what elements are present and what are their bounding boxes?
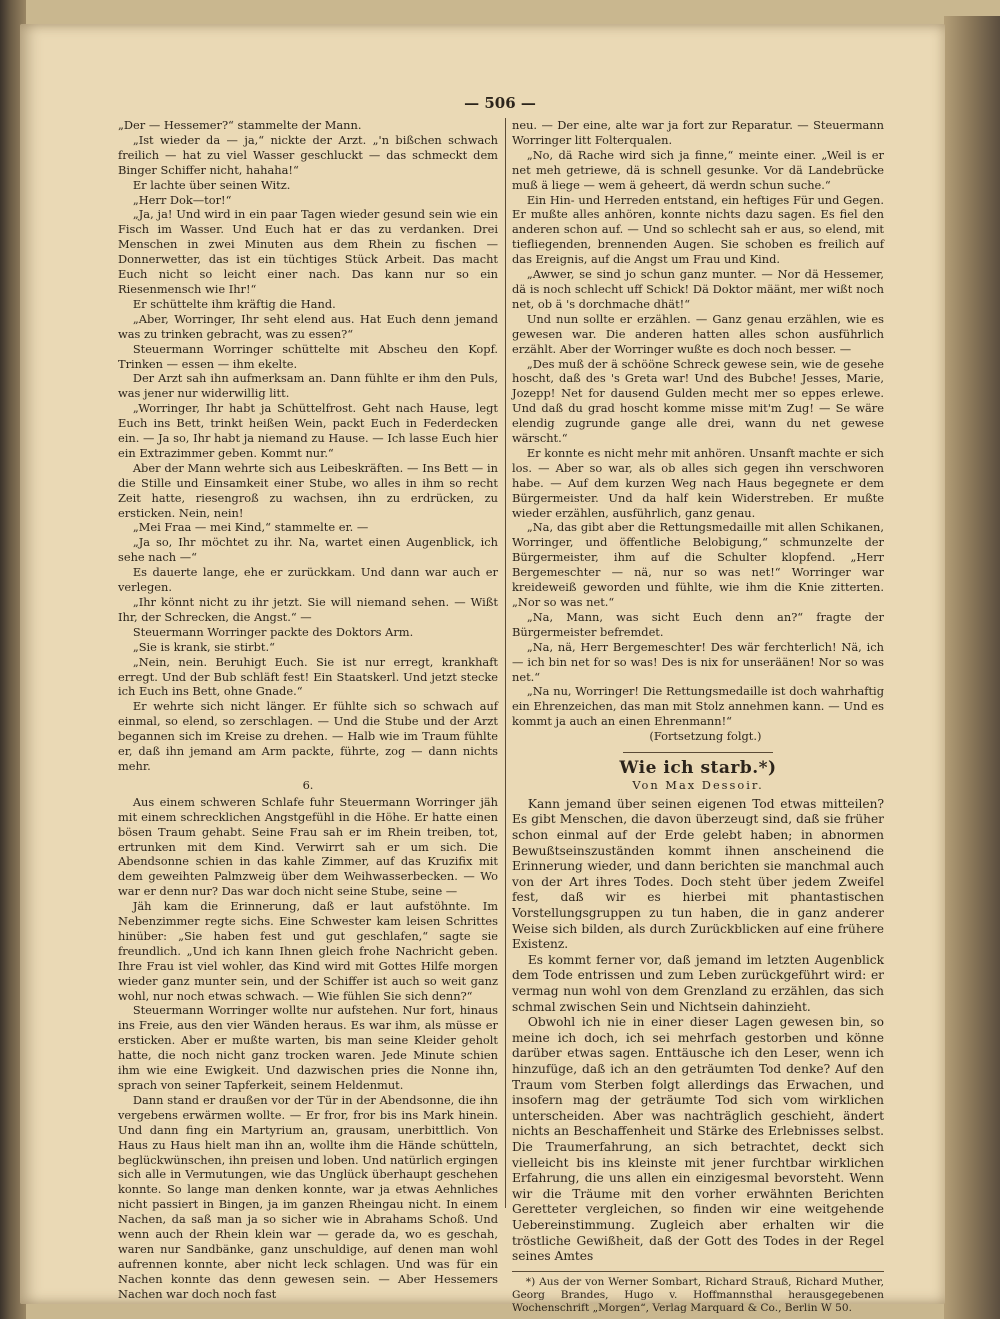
paragraph: Er wehrte sich nicht länger. Er fühlte sich so schwach auf einmal, so elend, so zerschlagen. — Und die Stube und der Arzt begannen sich im Kreise zu drehen. — Halb wie im Traum fühlte er, daß ihn jemand am Arm packte, führte, zog — dann nichts mehr. (118, 699, 498, 773)
paragraph: „Des muß der ä schööne Schreck gewese sein, wie de gesehe hoscht, daß des 's Greta war! Und des Bubche! Jesses, Marie, Jozepp! Net for dausend Gulden mecht mer so eppes erlewe. Und daß du grad hoscht komme misse mit'm Zug! — Se wäre elendig zugrunde gange alle drei, wann du net gewese wärscht.“ (512, 356, 884, 446)
paragraph: „Der — Hessemer?“ stammelte der Mann. (118, 118, 362, 132)
paragraph: „Ist wieder da — ja,“ nickte der Arzt. „'n bißchen schwach freilich — hat zu viel Wasser geschluckt — das schmeckt dem Binger Schiffer nicht, hahaha!“ (118, 132, 498, 177)
paragraph: „Sie is krank, sie stirbt.“ (132, 639, 275, 654)
paragraph: Aber der Mann wehrte sich aus Leibeskräften. — Ins Bett — in die Stille und Einsamkeit einer Stube, wo alles in ihm so recht Zeit hatte, riesengroß zu wachsen, ihn zu erdrücken, zu ersticken. Nein, nein! (118, 460, 498, 520)
paragraph: Aus einem schweren Schlafe fuhr Steuermann Worringer jäh mit einem schrecklichen Angstgefühl in die Höhe. Er hatte einen bösen Traum gehabt. Seine Frau sah er im Rhein treiben, tot, ertrunken mit dem Kind. Verwirrt sah er um sich. Die Abendsonne schien in das kahle Zimmer, auf das Kruzifix mit dem geweihten Palmzweig über dem Weihwasserbecken. — Wo war er denn nur? Das war doch nicht seine Stube, seine — (118, 794, 498, 899)
section-number: 6. (302, 777, 314, 792)
essay-title: Wie ich starb.*) (619, 758, 777, 779)
paragraph: Obwohl ich nie in einer dieser Lagen gewesen bin, so meine ich doch, ich sei mehrfach gestorben und könne darüber etwas sagen. Enttäusche ich den Leser, wenn ich hinzufüge, daß ich an den geträumten Tod denke? Auf den Traum vom Sterben folgt allerdings das Erwachen, und insofern mag der geträumte Tod sich vom wirklichen unterscheiden. Aber was nachträglich geschieht, ändert nichts an Beschaffenheit und Stärke des Erlebnisses selbst. Die Traumerfahrung, an sich betrachtet, deckt sich vielleicht bis ins kleinste mit jener furchtbar wirklichen Erfahrung, die uns allen ein einzigesmal bevorsteht. Wenn wir die Träume mit den vorher erwähnten Berichten Geretteter vergleichen, so finden wir eine weitgehende Uebereinstimmung. Zugleich aber erhalten wir die tröstliche Gewißheit, daß der Gott des Todes in der Regel seines Amtes (512, 1015, 884, 1264)
paragraph: Steuermann Worringer schüttelte mit Abscheu den Kopf. Trinken — essen — ihm ekelte. (118, 341, 498, 371)
column-divider (505, 118, 506, 1208)
paragraph: Der Arzt sah ihn aufmerksam an. Dann fühlte er ihm den Puls, was jener nur widerwillig litt. (118, 371, 498, 401)
left-column (118, 118, 498, 1301)
paragraph: „Awwer, se sind jo schun ganz munter. — Nor dä Hessemer, dä is noch schlecht uff Schick! Dä Doktor määnt, mer wißt noch net, ob ä 's dorchmache dhät!“ (512, 267, 884, 311)
paragraph: Es dauerte lange, ehe er zurückkam. Und dann war auch er verlegen. (118, 565, 498, 595)
paragraph: „Mei Fraa — mei Kind,“ stammelte er. — (132, 520, 369, 535)
continuation-note: (Fortsetzung folgt.) (649, 729, 762, 744)
paragraph: „Herr Dok—tor!“ (132, 192, 232, 207)
paragraph: Er konnte es nicht mehr mit anhören. Unsanft machte er sich los. — Aber so war, als ob alles sich gegen ihn verschworen habe. — Auf dem kurzen Weg nach Haus begegnete er dem Bürgermeister. Und da half kein Widerstreben. Er mußte wieder erzählen, ausführlich, ganz genau. (512, 445, 884, 520)
essay-author: Von Max Dessoir. (632, 777, 764, 792)
paragraph: „Ihr könnt nicht zu ihr jetzt. Sie will niemand sehen. — Wißt Ihr, der Schrecken, die Angst.“ — (118, 595, 498, 624)
paragraph: Er lachte über seinen Witz. (132, 177, 291, 192)
paragraph: „Aber, Worringer, Ihr seht elend aus. Hat Euch denn jemand was zu trinken gebracht, was zu essen?“ (118, 311, 498, 341)
right-column (512, 118, 884, 1315)
paragraph: „Na, das gibt aber die Rettungsmedaille mit allen Schikanen, Worringer, und öffentliche Belobigung,“ schmunzelte der Bürgermeister, ihm auf die Schulter klopfend. „Herr Bergemeschter — nä, nur so was net!“ Worringer war kreideweiß geworden und fühlte, wie ihm die Knie zitterten. „Nor so was net.“ (512, 520, 884, 609)
footnote-text: *) Aus der von Werner Sombart, Richard Strauß, Richard Muther, Georg Brandes, Hugo v. Hoffmannsthal herausgegebenen Wochenschrift „Morgen“, Verlag Marquard & Co., Berlin W 50. (512, 1275, 884, 1315)
paragraph: Und nun sollte er erzählen. — Ganz genau erzählen, wie es gewesen war. Die anderen hatten alles schon ausführlich erzählt. Aber der Worringer wußte es doch noch besser. — (512, 311, 884, 356)
paragraph: „Na, nä, Herr Bergemeschter! Des wär ferchterlich! Nä, ich — ich bin net for so was! Des is nix for unseräänen! Nor so was net.“ (512, 639, 884, 684)
paragraph: „Na nu, Worringer! Die Rettungsmedaille ist doch wahrhaftig ein Ehrenzeichen, das man mit Stolz annehmen kann. — Und es kommt ja auch an einen Ehrenmann!“ (512, 684, 884, 729)
paragraph: Kann jemand über seinen eigenen Tod etwas mitteilen? Es gibt Menschen, die davon überzeugt sind, daß sie früher schon einmal auf der Erde gelebt haben; in abnormen Bewußtseinszuständen kommt ihnen anscheinend die Erinnerung wieder, und dann berichten sie manchmal auch von der Art ihres Todes. Doch steht über jedem Zweifel fest, daß wir es hierbei mit phantastischen Vorstellungsgruppen zu tun haben, die in ganz anderer Weise sich bilden, als durch Zurückblicken auf eine frühere Existenz. (512, 796, 884, 952)
paragraph: Dann stand er draußen vor der Tür in der Abendsonne, die ihn vergebens erwärmen wollte. — Er fror, fror bis ins Mark hinein. Und dann fing ein Martyrium an, grausam, unerbittlich. Von Haus zu Haus hielt man ihn an, wollte ihm die Hände schütteln, beglückwünschen, ihn preisen und loben. Und natürlich ergingen sich alle in Vermutungen, wie das Unglück überhaupt geschehen konnte. So lange man denken konnte, war ja etwas Aehnliches nicht passiert in Bingen, ja im ganzen Rheingau nicht. In einem Nachen, da saß man ja so sicher wie in Abrahams Schoß. Und wenn auch der Rhein klein war — gerade da, wo es geschah, waren nur Sandbänke, ganz unschuldige, auf denen man wohl aufrennen konnte, aber nicht leck schlagen. Und was für ein Nachen konnte das denn gewesen sein. — Aber Hessemers Nachen war doch noch fast (118, 1092, 498, 1301)
paragraph: „Worringer, Ihr habt ja Schüttelfrost. Geht nach Hause, legt Euch ins Bett, trinkt heißen Wein, packt Euch in Federdecken ein. — Ja so, Ihr habt ja niemand zu Hause. — Ich lasse Euch hier ein Extrazimmer geben. Kommt nur.“ (118, 401, 498, 460)
paragraph: Es kommt ferner vor, daß jemand im letzten Augenblick dem Tode entrissen und zum Leben zurückgeführt wird: er vermag nun wohl von dem Grenzland zu erzählen, das sich schmal zwischen Sein und Nichtsein dahinzieht. (512, 952, 884, 1014)
paragraph: „Nein, nein. Beruhigt Euch. Sie ist nur erregt, krankhaft erregt. Und der Bub schläft fest! Ein Staatskerl. Und jetzt stecke ich Euch ins Bett, ohne Gnade.“ (118, 654, 498, 699)
footnote (512, 1271, 884, 1316)
section-divider (623, 752, 773, 753)
paragraph: „Ja so, Ihr möchtet zu ihr. Na, wartet einen Augenblick, ich sehe nach —“ (118, 535, 498, 565)
paragraph: neu. — Der eine, alte war ja fort zur Reparatur. — Steuermann Worringer litt Folterqualen. (512, 118, 884, 147)
paragraph: Steuermann Worringer wollte nur aufstehen. Nur fort, hinaus ins Freie, aus den vier Wänden heraus. Es war ihm, als müsse er ersticken. Aber er mußte warten, bis man seine Kleider geholt hatte, die noch nicht ganz trocken waren. Jede Minute schien ihm wie eine Ewigkeit. Und dazwischen pries die Nonne ihn, sprach von seiner Tapferkeit, seinem Heldenmut. (118, 1003, 498, 1092)
paragraph: Jäh kam die Erinnerung, daß er laut aufstöhnte. Im Nebenzimmer regte sichs. Eine Schwester kam leisen Schrittes hinüber: „Sie haben fest und gut geschlafen,“ sagte sie freundlich. „Und ich kann Ihnen gleich frohe Nachricht geben. Ihre Frau ist viel wohler, das Kind wird mit Gottes Hilfe morgen wieder ganz munter sein, und der Schiffer ist auch so weit ganz wohl, nur noch etwas schwach. — Wie fühlen Sie sich denn?“ (118, 899, 498, 1003)
paragraph: „Na, Mann, was sicht Euch denn an?“ fragte der Bürgermeister befremdet. (512, 609, 884, 639)
page-number: — 506 — (464, 94, 536, 112)
paragraph: Er schüttelte ihm kräftig die Hand. (132, 296, 336, 311)
paragraph: „Ja, ja! Und wird in ein paar Tagen wieder gesund sein wie ein Fisch im Wasser. Und Euch hat er das zu verdanken. Drei Menschen in zwei Minuten aus dem Rhein zu fischen — Donnerwetter, das ist ein tüchtiges Stück Arbeit. Das macht Euch nicht so leicht einer nach. Das kann nur so ein Riesenmensch wie Ihr!“ (118, 207, 498, 296)
story-part-1 (118, 118, 498, 774)
essay (512, 758, 884, 1265)
page-edge-stack (944, 16, 1000, 1319)
paragraph: Ein Hin- und Herreden entstand, ein heftiges Für und Gegen. Er mußte alles anhören, konnte nichts dazu sagen. Es fiel den anderen schon auf. — Und so schlecht sah er aus, so elend, mit tiefliegenden, brennenden Augen. Sie schoben es freilich auf das Ereignis, auf die Angst um Frau und Kind. (512, 192, 884, 267)
story-part-2 (118, 795, 498, 1302)
paragraph: Steuermann Worringer packte des Doktors Arm. (132, 624, 414, 639)
paragraph: „No, dä Rache wird sich ja finne,“ meinte einer. „Weil is er net meh getriewe, dä is schnell gesunke. Vor dä Landebrücke muß ä liege — wem ä geheert, dä werdn schun suche.“ (512, 147, 884, 192)
